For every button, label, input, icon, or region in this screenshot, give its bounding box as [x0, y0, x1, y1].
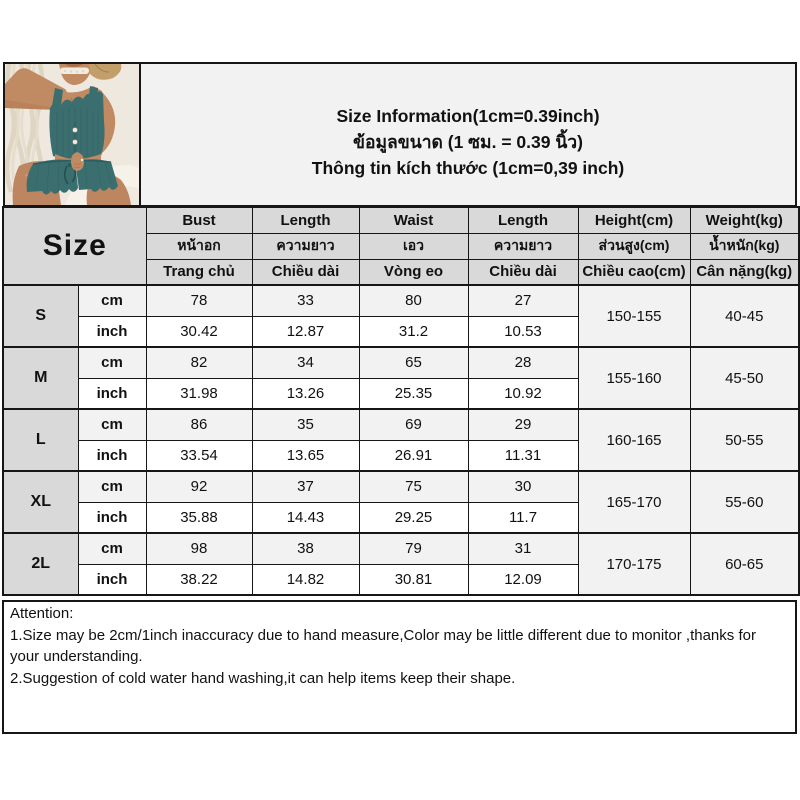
- measurement-value: 14.43: [252, 502, 359, 533]
- size-label-2l: 2L: [3, 533, 78, 595]
- measurement-value: 38: [252, 533, 359, 564]
- measurement-value: 29.25: [359, 502, 468, 533]
- measurement-value: 79: [359, 533, 468, 564]
- height-range: 165-170: [578, 471, 690, 533]
- size-label-s: S: [3, 285, 78, 347]
- size-label-xl: XL: [3, 471, 78, 533]
- unit-label: cm: [78, 409, 146, 440]
- measurement-value: 30.81: [359, 564, 468, 595]
- measurement-value: 38.22: [146, 564, 252, 595]
- size-label-l: L: [3, 409, 78, 471]
- measurement-value: 31.2: [359, 316, 468, 347]
- header-height-vi: Chiều cao(cm): [578, 259, 690, 285]
- header-height-th: ส่วนสูง(cm): [578, 233, 690, 259]
- size-corner-header: Size: [3, 207, 146, 285]
- measurement-value: 35.88: [146, 502, 252, 533]
- header-row: [3, 62, 797, 207]
- attention-heading: Attention:: [10, 605, 74, 622]
- size-label-m: M: [3, 347, 78, 409]
- header-height-en: Height(cm): [578, 207, 690, 233]
- height-range: 160-165: [578, 409, 690, 471]
- header-weight-vi: Cân nặng(kg): [690, 259, 799, 285]
- header-waist-en: Waist: [359, 207, 468, 233]
- measurement-value: 86: [146, 409, 252, 440]
- measurement-value: 13.26: [252, 378, 359, 409]
- attention-note-2: 2.Suggestion of cold water hand washing,it can help items keep their shape.: [10, 669, 516, 687]
- header-bust-th: หน้าอก: [146, 233, 252, 259]
- measurement-value: 82: [146, 347, 252, 378]
- header-length1-en: Length: [252, 207, 359, 233]
- attention-box: [2, 600, 797, 734]
- unit-label: inch: [78, 564, 146, 595]
- measurement-value: 10.53: [468, 316, 578, 347]
- header-length2-vi: Chiều dài: [468, 259, 578, 285]
- measurement-value: 65: [359, 347, 468, 378]
- title-english: Size Information(1cm=0.39inch): [336, 105, 600, 126]
- measurement-value: 98: [146, 533, 252, 564]
- measurement-value: 33.54: [146, 440, 252, 471]
- measurement-value: 11.7: [468, 502, 578, 533]
- unit-label: inch: [78, 440, 146, 471]
- measurement-value: 14.82: [252, 564, 359, 595]
- measurement-value: 29: [468, 409, 578, 440]
- unit-label: inch: [78, 502, 146, 533]
- measurement-value: 26.91: [359, 440, 468, 471]
- title-thai: ข้อมูลขนาด (1 ซม. = 0.39 นิ้ว): [353, 131, 583, 152]
- measurement-value: 10.92: [468, 378, 578, 409]
- header-length2-th: ความยาว: [468, 233, 578, 259]
- measurement-value: 80: [359, 285, 468, 316]
- measurement-value: 92: [146, 471, 252, 502]
- height-range: 170-175: [578, 533, 690, 595]
- product-photo: [3, 62, 141, 207]
- weight-range: 55-60: [690, 471, 799, 533]
- measurement-value: 31: [468, 533, 578, 564]
- header-weight-th: น้ำหนัก(kg): [690, 233, 799, 259]
- header-length1-th: ความยาว: [252, 233, 359, 259]
- header-bust-vi: Trang chủ: [146, 259, 252, 285]
- header-bust-en: Bust: [146, 207, 252, 233]
- measurement-value: 35: [252, 409, 359, 440]
- unit-label: cm: [78, 285, 146, 316]
- measurement-value: 27: [468, 285, 578, 316]
- unit-label: cm: [78, 347, 146, 378]
- weight-range: 60-65: [690, 533, 799, 595]
- measurement-value: 11.31: [468, 440, 578, 471]
- measurement-value: 31.98: [146, 378, 252, 409]
- measurement-value: 37: [252, 471, 359, 502]
- measurement-value: 69: [359, 409, 468, 440]
- pajama-model-illustration: [5, 64, 139, 205]
- unit-label: inch: [78, 378, 146, 409]
- measurement-value: 30: [468, 471, 578, 502]
- unit-label: inch: [78, 316, 146, 347]
- size-table: [2, 206, 800, 596]
- measurement-value: 78: [146, 285, 252, 316]
- header-length2-en: Length: [468, 207, 578, 233]
- height-range: 155-160: [578, 347, 690, 409]
- weight-range: 50-55: [690, 409, 799, 471]
- unit-label: cm: [78, 533, 146, 564]
- measurement-value: 75: [359, 471, 468, 502]
- measurement-value: 33: [252, 285, 359, 316]
- measurement-value: 12.87: [252, 316, 359, 347]
- size-info-title-box: [141, 62, 797, 207]
- header-waist-th: เอว: [359, 233, 468, 259]
- measurement-value: 12.09: [468, 564, 578, 595]
- title-vietnamese: Thông tin kích thước (1cm=0,39 inch): [311, 157, 625, 178]
- attention-note-1: 1.Size may be 2cm/1inch inaccuracy due to hand measure,Color may be little different due to monitor ,thanks for your understanding.: [10, 626, 756, 665]
- weight-range: 45-50: [690, 347, 799, 409]
- weight-range: 40-45: [690, 285, 799, 347]
- unit-label: cm: [78, 471, 146, 502]
- measurement-value: 28: [468, 347, 578, 378]
- measurement-value: 25.35: [359, 378, 468, 409]
- header-weight-en: Weight(kg): [690, 207, 799, 233]
- header-waist-vi: Vòng eo: [359, 259, 468, 285]
- measurement-value: 13.65: [252, 440, 359, 471]
- header-length1-vi: Chiều dài: [252, 259, 359, 285]
- measurement-value: 34: [252, 347, 359, 378]
- measurement-value: 30.42: [146, 316, 252, 347]
- height-range: 150-155: [578, 285, 690, 347]
